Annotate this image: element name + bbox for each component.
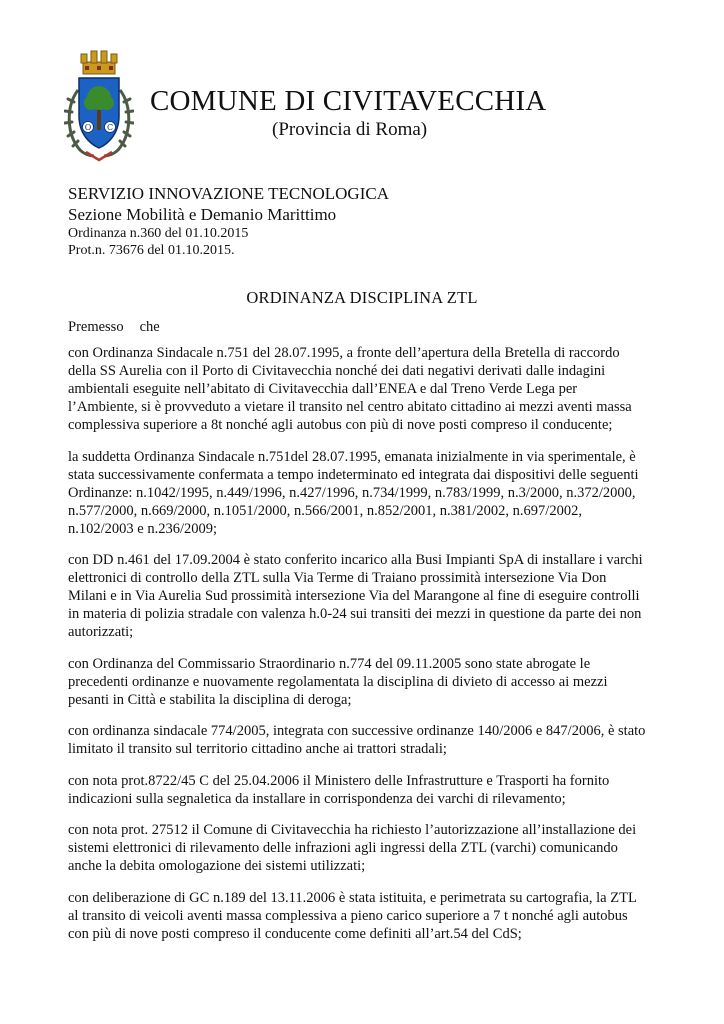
paragraph-line: al transito di veicoli aventi massa complessiva a pieno carico superiore a 7 t nonché agli autobus [68,907,628,924]
paragraph-line: con Ordinanza del Commissario Straordinario n.774 del 09.11.2005 sono state abrogate le [68,655,591,672]
paragraph-line: della SS Aurelia con il Porto di Civitavecchia nonché dei dati negativi derivati dalle indagini [68,363,606,379]
paragraph-line: con deliberazione di GC n.189 del 13.11.2006 è stata istituita, e perimetrata su cartografia, la ZTL [68,889,637,906]
recital-paragraph [68,344,660,434]
shield-letter-c: C [106,123,114,133]
paragraph-line: complessiva superiore a 8t nonché agli autobus con più di nove posti compreso il conducente; [68,417,613,433]
paragraph-line: autorizzati; [68,624,134,640]
service-info-block [68,183,389,259]
paragraph-line: Ordinanze: n.1042/1995, n.449/1996, n.427/1996, n.734/1999, n.783/1999, n.3/2000, n.372/2000, [68,484,636,501]
shield-letter-o: O [84,123,92,133]
municipality-title: COMUNE DI CIVITAVECCHIA [150,85,547,117]
premise-line [68,318,160,336]
paragraph-line: precedenti ordinanze e nuovamente regolamentata la disciplina di divieto di accesso ai mezzi [68,673,608,690]
paragraph-line: con nota prot.8722/45 C del 25.04.2006 il Ministero delle Infrastrutture e Trasporti ha fornito [68,772,610,789]
recitals-body [68,344,660,956]
service-section: Sezione Mobilità e Demanio Marittimo [68,205,337,224]
paragraph-line: limitato il transito sul territorio cittadino anche ai trattori stradali; [68,741,447,757]
protocol-reference: Prot.n. 73676 del 01.10.2015. [68,243,235,258]
paragraph-line: stata successivamente confermata a tempo indeterminato ed integrata dai dispositivi delle seguenti [68,466,639,483]
paragraph-line: ambientali eseguite nell’abitato di Civitavecchia dall’ENEA e dal Treno Verde Lega per [68,381,578,397]
paragraph-line: indicazioni sulla segnaletica da installare in corrispondenza dei varchi di rilevamento; [68,790,566,807]
paragraph-line: n.102/2003 e n.236/2009; [68,520,218,537]
paragraph-line: con DD n.461 del 17.09.2004 è stato conferito incarico alla Busi Impianti SpA di installare i varchi [68,552,643,568]
coat-of-arms-icon [64,46,134,164]
paragraph-line: l’Ambiente, si è provveduto a vietare il transito nel centro abitato cittadino ai mezzi aventi massa [68,399,632,415]
recital-paragraph [68,655,660,709]
paragraph-line: con nota prot. 27512 il Comune di Civitavecchia ha richiesto l’autorizzazione all’installazione dei [68,822,637,838]
paragraph-line: elettronici di controllo della ZTL sulla Via Terme di Traiano prossimità intersezione Via Don [68,570,607,586]
recital-paragraph [68,722,660,758]
paragraph-line: con Ordinanza Sindacale n.751 del 28.07.1995, a fronte dell’apertura della Bretella di raccordo [68,345,620,361]
paragraph-line: sistemi elettronici di rilevamento delle infrazioni agli ingressi della ZTL (varchi) comunicando [68,840,618,856]
document-title: ORDINANZA DISCIPLINA ZTL [246,288,478,307]
paragraph-line: la suddetta Ordinanza Sindacale n.751del 28.07.1995, emanata inizialmente in via sperimentale, è [68,448,636,465]
premise-word: Premesso [68,319,124,335]
premise-che: che [139,319,160,335]
service-title: SERVIZIO INNOVAZIONE TECNOLOGICA [68,184,389,203]
paragraph-line: pesanti in Città e stabilita la disciplina di deroga; [68,691,352,708]
recital-paragraph [68,551,660,641]
paragraph-line: n.577/2000, n.669/2000, n.1051/2000, n.566/2001, n.852/2001, n.381/2002, n.697/2002, [68,502,582,519]
paragraph-line: con ordinanza sindacale 774/2005, integrata con successive ordinanze 140/2006 e 847/2006, è stato [68,723,646,739]
recital-paragraph [68,772,660,808]
paragraph-line: in materia di polizia stradale con valenza h.0-24 sui transiti dei mezzi in questione da parte dei non [68,606,642,622]
province-subtitle: (Provincia di Roma) [272,119,428,140]
paragraph-line: anche la debita omologazione dei sistemi utilizzati; [68,858,366,874]
paragraph-line: con più di nove posti compreso il conducente come definiti all’art.54 del CdS; [68,925,522,942]
recital-paragraph [68,889,660,943]
paragraph-line: Milani e in Via Aurelia Sud prossimità intersezione Via del Marangone al fine di eseguire controlli [68,588,640,604]
ordinance-reference: Ordinanza n.360 del 01.10.2015 [68,226,249,241]
recital-paragraph [68,821,660,875]
recital-paragraph [68,448,660,538]
